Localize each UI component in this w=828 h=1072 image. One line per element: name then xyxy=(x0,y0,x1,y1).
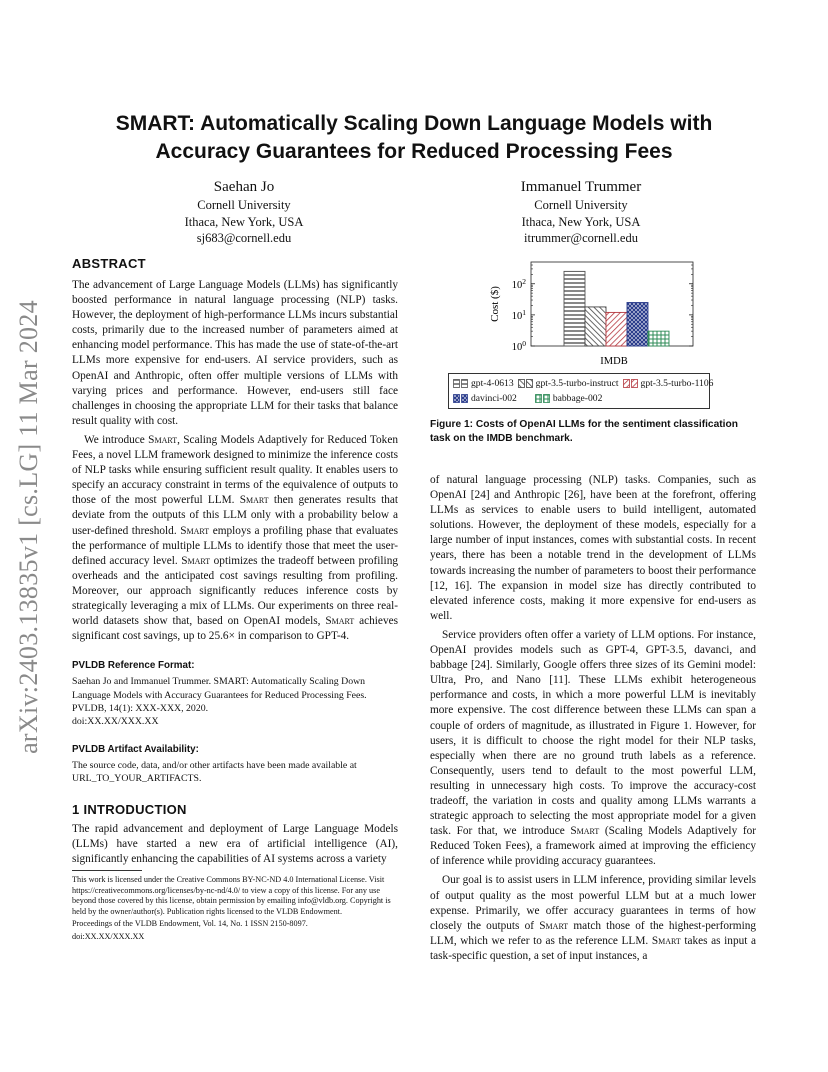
legend-label: gpt-3.5-turbo-1106 xyxy=(640,378,714,389)
artifact-heading: PVLDB Artifact Availability: xyxy=(72,744,199,756)
legend-swatch xyxy=(453,394,468,403)
right-column xyxy=(430,473,756,964)
arxiv-id: arXiv:2403.13835v1 [cs.LG] 11 Mar 2024 xyxy=(14,300,43,754)
legend-label: gpt-3.5-turbo-instruct xyxy=(535,378,619,389)
legend-item xyxy=(535,391,603,406)
footnote-proceedings: Proceedings of the VLDB Endowment, Vol. 14, No. 1 ISSN 2150-8097. xyxy=(72,919,308,929)
legend-swatch-box xyxy=(454,395,460,403)
abstract-paragraph-2: We introduce Smart, Scaling Models Adaptively for Reduced Token Fees, a novel LLM framework designed to minimize the inference costs of NLP tasks while ensuring sufficient result quality. It enables users to specify an accuracy constraint in terms of the equivalence of outputs to those of the most powerful LLM. Smart then generates results that deviate from the outputs of this LLM only with a probability below a user-defined threshold. Smart employs a profiling phase that evaluates the performance of multiple LLMs to identify those that meet the user-defined accuracy level. Smart optimizes the tradeoff between profiling overheads and the anticipated cost savings resulting from profiling. Moreover, our approach significantly reduces inference costs by strategically leveraging a mix of LLMs. Our experiments on three real-world datasets show that, based on OpenAI models, Smart achieves significant cost savings, up to 25.6× in comparison to GPT-4. xyxy=(72,433,399,643)
legend-swatch-box xyxy=(462,395,468,403)
introduction-heading: 1 INTRODUCTION xyxy=(72,801,187,817)
reference-format-text: Saehan Jo and Immanuel Trummer. SMART: Automatically Scaling Down Language Models with Accuracy Guarantees for Reduced Processing Fees. PVLDB, 14(1): XXX-XXX, 2020. doi:XX.XX/XXX.XX xyxy=(72,676,367,727)
footnote-rule xyxy=(72,870,142,871)
legend-item xyxy=(623,376,714,391)
legend-swatch xyxy=(453,379,468,388)
footnote-doi: doi:XX.XX/XXX.XX xyxy=(72,931,145,941)
x-axis-label: IMDB xyxy=(600,356,628,367)
legend-swatch-box xyxy=(526,380,532,388)
intro-paragraph-3: Our goal is to assist users in LLM inference, providing similar levels of output quality as the most powerful LLM but at a much lower expense. Primarily, we offer accuracy guarantees in terms of how closely the outputs of Smart match those of the highest-performing LLM, which we refer to as the reference LLM. Smart takes as input a task-specific question, a set of input instances, a xyxy=(430,874,757,962)
legend-item xyxy=(453,391,517,406)
chart-legend xyxy=(448,373,714,409)
bar-gpt-4-0613 xyxy=(564,271,585,346)
y-tick-label: $10^2$ xyxy=(511,276,526,291)
title-line-2: Accuracy Guarantees for Reduced Processing Fees xyxy=(155,140,673,163)
legend-item xyxy=(518,376,619,391)
legend-label: babbage-002 xyxy=(552,393,603,404)
artifact-text: The source code, data, and/or other artifacts have been made available at URL_TO_YOUR_ARTIFACTS. xyxy=(72,760,357,785)
legend-swatch-box xyxy=(462,380,468,388)
intro-paragraph-2: Service providers often offer a variety of LLM options. For instance, OpenAI provides models such as GPT-4, GPT-3.5, davanci, and babbage [24]. Similarly, Google offers three sizes of its Gemini model: Ultra, Pro, and Nano [11]. These LLMs exhibit heterogeneous performance and costs, in which a more powerful LLM is inevitably more expensive. The cost difference between these LLMs can span a couple of orders of magnitude, as illustrated in Figure 1. However, for users, it is difficult to choose the right model for their NLP tasks, especially when there are no ground truth labels as a reference. Consequently, users tend to default to the most powerful LLM, resulting in unnecessary high costs. To improve the accuracy-cost tradeoff, the variation in costs and quality among LLMs warrants a strategic approach to selecting the most appropriate model for a given task. For that, we introduce Smart (Scaling Models Adaptively for Reduced Token Fees), a framework aimed at improving the efficiency of inference while providing accuracy guarantees. xyxy=(430,628,756,868)
reference-format-heading: PVLDB Reference Format: xyxy=(72,660,195,672)
legend-swatch-box xyxy=(623,380,629,388)
author-email[interactable]: sj683@cornell.edu xyxy=(196,231,292,245)
legend-item xyxy=(453,376,514,391)
author-name: Immanuel Trummer xyxy=(520,179,642,195)
abstract-paragraph-1: The advancement of Large Language Models (LLMs) has significantly boosted performance in natural language processing (NLP) tasks. However, the deployment of high-performance LLMs incurs substantial costs, primarily due to the increased number of parameters aimed at enhancing model performance. This has made the use of state-of-the-art LLMs more expensive for end-users. AI service providers, such as OpenAI and Anthropic, often offer multiple versions of LLMs with varying prices and performance. However, end-users still face challenges in choosing the appropriate LLM for their tasks that balance result quality with cost. xyxy=(72,279,398,427)
legend-swatch-box xyxy=(535,395,541,403)
legend-row xyxy=(453,391,705,406)
abstract-heading: ABSTRACT xyxy=(72,256,146,271)
intro-paragraph-1-continued: of natural language processing (NLP) tasks. Companies, such as OpenAI [24] and Anthropic [26], have been at the forefront, offering LLMs as services to enable users to build intelligent, automated solutions. However, the deployment of these models, especially for a large number of input instances, comes with substantial costs. In recent years, there has been a notable trend in the development of LLMs towards increasing the number of parameters to boost their performance [12, 16]. The expansion in model size has directly contributed to elevated inference costs, making it more expensive for end-users as well. xyxy=(430,474,756,622)
footnote-license: This work is licensed under the Creative Commons BY-NC-ND 4.0 International License. Visit https://creativecommons.org/licenses/by-nc-nd/4.0/ to view a copy of this license. For any use beyond those covered by this license, obtain permission by emailing info@vldb.org. Copyright is held by the owner/author(s). Publication rights licensed to the VLDB Endowment. xyxy=(72,875,391,916)
author-block-1 xyxy=(114,178,374,247)
author-email[interactable]: itrummer@cornell.edu xyxy=(524,231,638,245)
legend-swatch xyxy=(535,394,550,403)
legend-row xyxy=(453,376,714,391)
title-line-1: SMART: Automatically Scaling Down Language Models with xyxy=(115,112,713,135)
y-axis-label: Cost ($) xyxy=(489,286,501,322)
legend-swatch xyxy=(623,379,638,388)
legend-swatch xyxy=(518,379,533,388)
left-column xyxy=(72,256,398,867)
paper-title xyxy=(72,110,756,166)
bar-gpt-3.5-turbo-instruct xyxy=(585,307,606,346)
author-location: Ithaca, New York, USA xyxy=(184,214,304,229)
author-affiliation: Cornell University xyxy=(534,198,628,212)
legend-label: gpt-4-0613 xyxy=(471,378,514,389)
bar-gpt-3.5-turbo-1106 xyxy=(606,312,627,346)
author-block-2 xyxy=(451,178,711,247)
y-tick-label: $10^1$ xyxy=(511,307,526,322)
legend-swatch-box xyxy=(631,380,637,388)
license-footnote xyxy=(72,870,398,945)
legend-swatch-box xyxy=(454,380,460,388)
legend-swatch-box xyxy=(543,395,549,403)
y-tick-label: $10^0$ xyxy=(511,339,526,353)
figure-caption: Figure 1: Costs of OpenAI LLMs for the sentiment classification task on the IMDB benchmark. xyxy=(430,419,738,444)
author-name: Saehan Jo xyxy=(213,179,275,195)
author-affiliation: Cornell University xyxy=(197,198,291,212)
intro-paragraph-1: The rapid advancement and deployment of Large Language Models (LLMs) have started a new era of artificial intelligence (AI), significantly enhancing the capabilities of AI systems across a variety xyxy=(72,822,398,865)
bar-babbage-002 xyxy=(648,331,669,346)
author-location: Ithaca, New York, USA xyxy=(521,214,641,229)
bar-davinci-002 xyxy=(627,302,648,346)
legend-label: davinci-002 xyxy=(471,393,517,404)
legend-swatch-box xyxy=(518,380,524,388)
arxiv-watermark xyxy=(14,292,44,762)
